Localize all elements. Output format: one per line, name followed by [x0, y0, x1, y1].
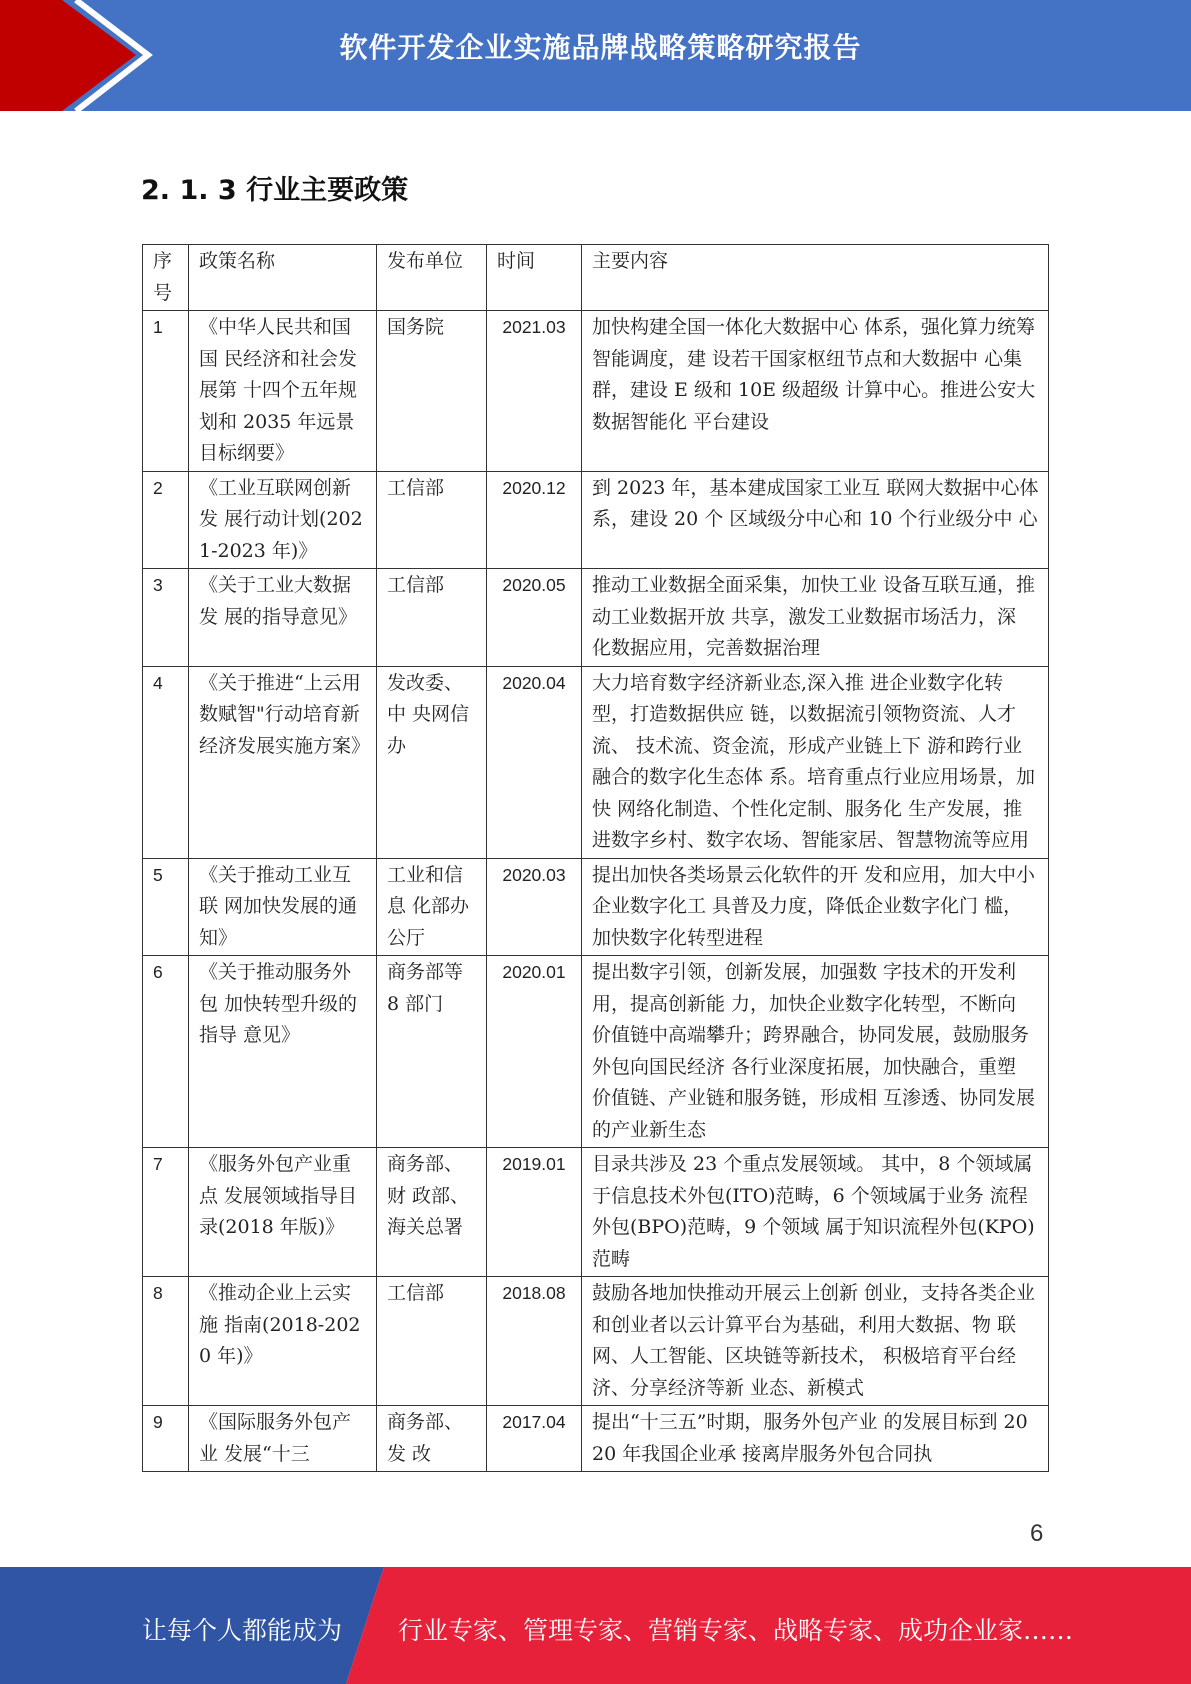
cell-date: 2020.04: [487, 666, 582, 858]
cell-policy-name: 《关于工业大数据发 展的指导意见》: [189, 569, 377, 667]
cell-issuer: 工业和信息 化部办公厅: [377, 858, 487, 956]
cell-date: 2020.01: [487, 956, 582, 1148]
cell-date: 2018.08: [487, 1277, 582, 1406]
header-cell-name: 政策名称: [189, 245, 377, 311]
cell-issuer: 工信部: [377, 1277, 487, 1406]
footer-slogan-right: 行业专家、管理专家、营销专家、战略专家、成功企业家……: [398, 1616, 1074, 1645]
cell-num: 9: [143, 1406, 189, 1472]
cell-date: 2019.01: [487, 1148, 582, 1277]
policy-table-body: [143, 245, 1049, 1472]
cell-date: 2020.05: [487, 569, 582, 667]
table-row: [143, 311, 1049, 472]
cell-issuer: 发改委、中 央网信办: [377, 666, 487, 858]
table-row: [143, 1277, 1049, 1406]
cell-policy-name: 《服务外包产业重点 发展领域指导目录(2018 年版)》: [189, 1148, 377, 1277]
page-number: 6: [1030, 1520, 1044, 1547]
cell-content: 大力培育数字经济新业态,深入推 进企业数字化转型，打造数据供应 链，以数据流引领物资流、人才流、 技术流、资金流，形成产业链上下 游和跨行业融合的数字化生态体 系。培育重点行业应用场景，加快 网络化制造、个性化定制、服务化 生产发展，推进数字乡村、数字农场、智能家居、智慧物流等应用: [582, 666, 1049, 858]
cell-date: 2021.03: [487, 311, 582, 472]
header-cell-issuer: 发布单位: [377, 245, 487, 311]
cell-num: 5: [143, 858, 189, 956]
cell-num: 3: [143, 569, 189, 667]
cell-content: 到 2023 年，基本建成国家工业互 联网大数据中心体系，建设 20 个 区域级分中心和 10 个行业级分中 心: [582, 471, 1049, 569]
table-row: [143, 1148, 1049, 1277]
cell-num: 2: [143, 471, 189, 569]
header-cell-num: 序号: [143, 245, 189, 311]
cell-issuer: 国务院: [377, 311, 487, 472]
table-row: [143, 956, 1049, 1148]
cell-content: 提出数字引领，创新发展，加强数 字技术的开发利用，提高创新能 力，加快企业数字化转型，不断向 价值链中高端攀升；跨界融合，协同发展，鼓励服务外包向国民经济 各行业深度拓展，加快融合，重塑 价值链、产业链和服务链，形成相 互渗透、协同发展的产业新生态: [582, 956, 1049, 1148]
table-row: [143, 1406, 1049, 1472]
footer-slogan-left: 让每个人都能成为: [142, 1616, 343, 1645]
cell-policy-name: 《中华人民共和国国 民经济和社会发展第 十四个五年规划和 2035 年远景目标纲要》: [189, 311, 377, 472]
cell-policy-name: 《推动企业上云实施 指南(2018-2020 年)》: [189, 1277, 377, 1406]
cell-num: 1: [143, 311, 189, 472]
cell-num: 8: [143, 1277, 189, 1406]
cell-issuer: 工信部: [377, 569, 487, 667]
cell-issuer: 工信部: [377, 471, 487, 569]
cell-policy-name: 《关于推进“上云用 数赋智"行动培育新 经济发展实施方案》: [189, 666, 377, 858]
section-heading: 2. 1. 3 行业主要政策: [141, 175, 409, 206]
cell-content: 推动工业数据全面采集，加快工业 设备互联互通，推动工业数据开放 共享，激发工业数据市场活力，深 化数据应用，完善数据治理: [582, 569, 1049, 667]
header-cell-date: 时间: [487, 245, 582, 311]
policy-table: [142, 244, 1049, 1472]
table-row: [143, 666, 1049, 858]
header-cell-content: 主要内容: [582, 245, 1049, 311]
cell-policy-name: 《关于推动工业互联 网加快发展的通知》: [189, 858, 377, 956]
table-row: [143, 858, 1049, 956]
cell-num: 7: [143, 1148, 189, 1277]
table-header-row: [143, 245, 1049, 311]
cell-content: 提出“十三五”时期，服务外包产业 的发展目标到 2020 年我国企业承 接离岸服务外包合同执: [582, 1406, 1049, 1472]
table-row: [143, 569, 1049, 667]
cell-date: 2020.12: [487, 471, 582, 569]
cell-issuer: 商务部、财 政部、海关总署: [377, 1148, 487, 1277]
cell-issuer: 商务部、发 改: [377, 1406, 487, 1472]
cell-date: 2020.03: [487, 858, 582, 956]
cell-policy-name: 《工业互联网创新发 展行动计划(2021-2023 年)》: [189, 471, 377, 569]
page-footer: [0, 1567, 1191, 1684]
cell-policy-name: 《关于推动服务外包 加快转型升级的指导 意见》: [189, 956, 377, 1148]
cell-policy-name: 《国际服务外包产业 发展“十三: [189, 1406, 377, 1472]
cell-num: 6: [143, 956, 189, 1148]
cell-content: 目录共涉及 23 个重点发展领域。 其中，8 个领域属于信息技术外包(ITO)范畴，6 个领域属于业务 流程外包(BPO)范畴，9 个领域 属于知识流程外包(KPO)范畴: [582, 1148, 1049, 1277]
table-row: [143, 471, 1049, 569]
cell-issuer: 商务部等 8 部门: [377, 956, 487, 1148]
cell-content: 提出加快各类场景云化软件的开 发和应用，加大中小企业数字化工 具普及力度，降低企业数字化门 槛，加快数字化转型进程: [582, 858, 1049, 956]
cell-content: 加快构建全国一体化大数据中心 体系，强化算力统筹智能调度，建 设若干国家枢纽节点和大数据中 心集群，建设 E 级和 10E 级超级 计算中心。推进公安大数据智能化 平台建设: [582, 311, 1049, 472]
cell-content: 鼓励各地加快推动开展云上创新 创业，支持各类企业和创业者以云计算平台为基础，利用大数据、物 联网、人工智能、区块链等新技术， 积极培育平台经济、分享经济等新 业态、新模式: [582, 1277, 1049, 1406]
page-header: [0, 0, 1191, 111]
cell-num: 4: [143, 666, 189, 858]
report-title: 软件开发企业实施品牌战略策略研究报告: [339, 31, 862, 64]
cell-date: 2017.04: [487, 1406, 582, 1472]
